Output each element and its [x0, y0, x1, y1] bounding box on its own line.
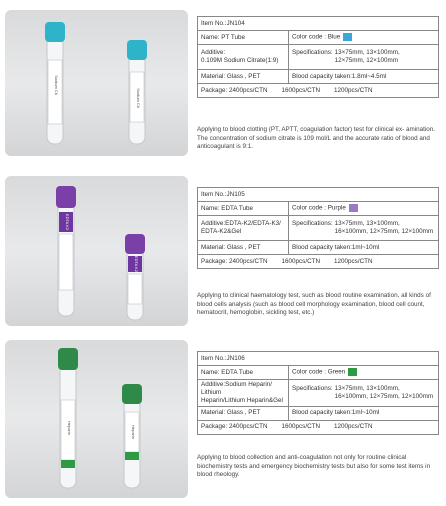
description-jn105: Applying to clinical haematology test, such as blood routine examination, all kinds of blood cells analysis (such as blood cell morphology examination, blood cell count, hematocrit, hemoglobin, sickling test, etc.) — [197, 292, 431, 316]
tall-tube — [56, 186, 76, 316]
additive: Additive: 0.109M Sodium Citrate(1:9) — [198, 45, 289, 69]
description-jn106: Applying to blood collection and anti-coagulation not only for routine clinical biochemistry tests and emergency biochemistry tests but also for some test items in blood rheology. — [197, 454, 431, 478]
tube-label-text: Heparin — [131, 424, 136, 440]
tube-label-text: Sodium Cit — [136, 88, 141, 108]
short-tube — [122, 384, 142, 488]
specifications: Specifications: 13×75mm, 13×100mm, 16×100mm, 12×75mm, 12×100mm — [292, 220, 434, 235]
tall-tube — [58, 348, 78, 488]
package: Package: 2400pcs/CTN 1600pcs/CTN 1200pcs/CTN — [201, 257, 373, 265]
tube-photo-jn104 — [5, 10, 188, 156]
specifications: Specifications: 13×75mm, 13×100mm, 12×75mm, 12×100mm — [292, 49, 400, 64]
additive: Additive:EDTA-K2/EDTA-K3/ EDTA-K2&Gel — [198, 216, 289, 240]
material: Material: Glass , PET — [198, 407, 289, 420]
item-number: Item No.:JN105 — [201, 190, 245, 198]
product-name: Name: EDTA Tube — [198, 202, 289, 215]
product-name: Name: PT Tube — [198, 31, 289, 44]
spec-table-jn105 — [197, 187, 439, 269]
color-code: Color code : Blue — [289, 32, 438, 43]
blood-capacity: Blood capacity taken:1.8ml~4.5ml — [292, 72, 387, 80]
tube-cap — [56, 186, 76, 208]
tube-cap — [122, 384, 142, 404]
tube-label-text: Sodium Cit — [54, 75, 59, 95]
tube-label-text: EDTA K2 — [65, 213, 70, 231]
package: Package: 2400pcs/CTN 1600pcs/CTN 1200pcs/CTN — [201, 423, 373, 431]
additive: Additive:Sodium Heparin/ Lithium Heparin/Lithium Heparin&Gel — [198, 380, 289, 406]
color-swatch — [348, 368, 357, 376]
blood-capacity: Blood capacity taken:1ml~10ml — [292, 409, 380, 417]
tube-label-text: Heparin — [67, 420, 72, 436]
specifications: Specifications: 13×75mm, 13×100mm, 16×100mm, 12×75mm, 12×100mm — [292, 384, 434, 400]
product-name: Name: EDTA Tube — [198, 366, 289, 379]
spec-table-jn106 — [197, 351, 439, 435]
material: Material: Glass , PET — [198, 70, 289, 83]
item-number: Item No.:JN106 — [201, 354, 245, 362]
tube-cap — [45, 22, 65, 42]
tube-photo-jn106 — [5, 340, 188, 498]
color-code: Color code : Purple — [289, 203, 438, 214]
tube-photo-jn105 — [5, 176, 188, 326]
tube-cap — [125, 234, 145, 254]
item-number: Item No.:JN104 — [201, 19, 245, 27]
color-swatch — [343, 33, 352, 41]
short-tube — [125, 234, 145, 320]
tube-cap — [58, 348, 78, 370]
package: Package: 2400pcs/CTN 1600pcs/CTN 1200pcs/CTN — [201, 86, 373, 94]
tube-label-text: EDTA K2 — [134, 255, 139, 273]
color-code: Color code : Green — [289, 367, 438, 378]
blood-capacity: Blood capacity taken:1ml~10ml — [292, 243, 380, 251]
short-tube — [127, 40, 147, 144]
description-jn104: Applying to blood clotting (PT, APTT, coagulation factor) test for clinical ex- amination. The concentration of sodium citrate is 109 mol/L and the accurate ratio of blood and anticoagulant is 9:1. — [197, 126, 435, 150]
tall-tube — [45, 22, 65, 144]
material: Material: Glass , PET — [198, 241, 289, 254]
spec-table-jn104 — [197, 16, 439, 98]
color-swatch — [349, 204, 358, 212]
tube-cap — [127, 40, 147, 60]
